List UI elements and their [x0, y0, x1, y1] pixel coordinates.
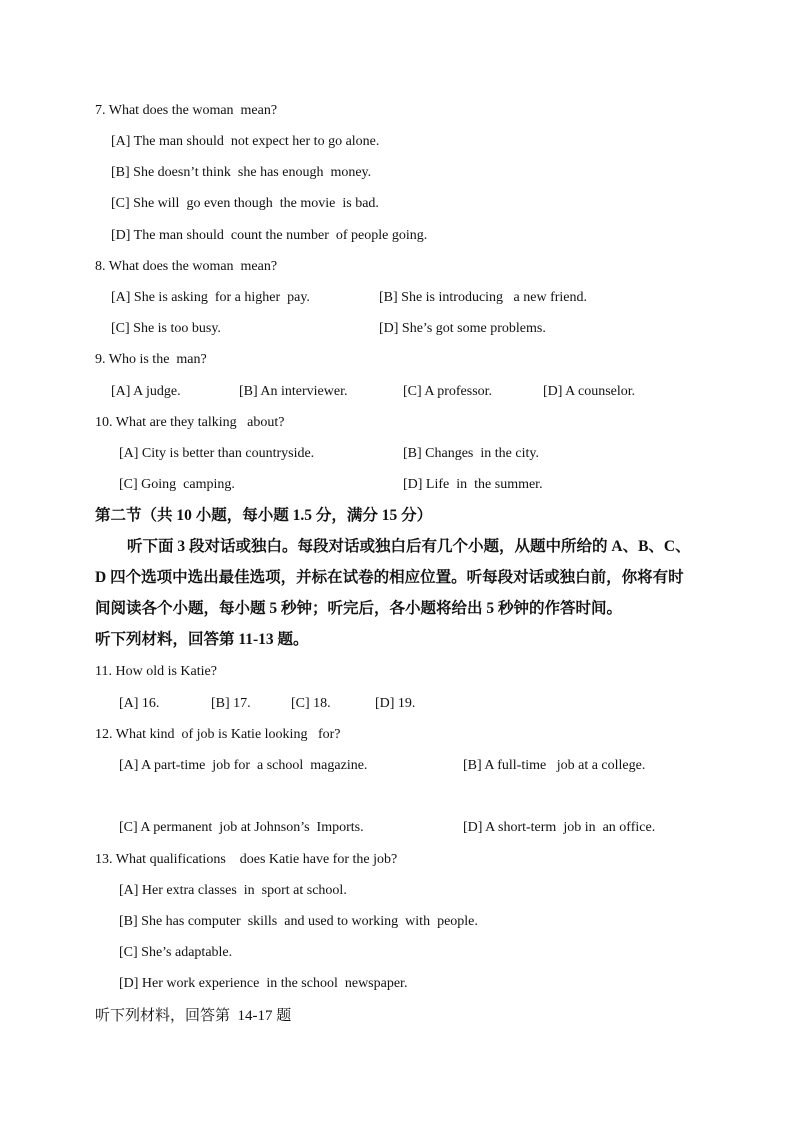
q13-option-d: [D] Her work experience in the school newspaper. — [119, 976, 408, 991]
q13-option-b: [B] She has computer skills and used to working with people. — [119, 914, 478, 929]
section-title: 第二节（共 10 小题，每小题 1.5 分，满分 15 分） — [95, 507, 433, 524]
q12-stem: 12. What kind of job is Katie looking for? — [95, 727, 341, 742]
q8-option-c: [C] She is too busy. — [111, 321, 221, 336]
q10-option-b: [B] Changes in the city. — [403, 446, 539, 461]
q12-option-d: [D] A short-term job in an office. — [463, 820, 656, 835]
q8-option-d: [D] She’s got some problems. — [379, 321, 546, 336]
q7-option-c: [C] She will go even though the movie is bad. — [111, 196, 379, 211]
q12-option-b: [B] A full-time job at a college. — [463, 758, 646, 773]
q11-option-b: [B] 17. — [211, 696, 251, 711]
q13-option-c: [C] She’s adaptable. — [119, 945, 233, 960]
q10-option-c: [C] Going camping. — [119, 477, 235, 492]
section-instructions-line-1: 听下面 3 段对话或独白。每段对话或独白后有几个小题，从题中所给的 A、B、C、 — [127, 538, 691, 555]
q10-stem: 10. What are they talking about? — [95, 415, 285, 430]
q9-option-a: [A] A judge. — [111, 384, 181, 399]
material-heading-14-17: 听下列材料，回答第 14-17 题 — [95, 1008, 292, 1024]
q11-option-a: [A] 16. — [119, 696, 160, 711]
q8-option-a: [A] She is asking for a higher pay. — [111, 290, 310, 305]
q7-option-a: [A] The man should not expect her to go alone. — [111, 134, 380, 149]
q8-option-b: [B] She is introducing a new friend. — [379, 290, 588, 305]
q11-option-d: [D] 19. — [375, 696, 416, 711]
q12-option-a: [A] A part-time job for a school magazine. — [119, 758, 368, 773]
section-instructions-line-3: 间阅读各个小题，每小题 5 秒钟；听完后，各小题将给出 5 秒钟的作答时间。 — [95, 600, 623, 617]
q11-option-c: [C] 18. — [291, 696, 331, 711]
q10-option-d: [D] Life in the summer. — [403, 477, 543, 492]
q13-option-a: [A] Her extra classes in sport at school. — [119, 883, 347, 898]
q12-option-c: [C] A permanent job at Johnson’s Imports. — [119, 820, 364, 835]
q13-stem: 13. What qualifications does Katie have for the job? — [95, 852, 398, 867]
q10-option-a: [A] City is better than countryside. — [119, 446, 315, 461]
q9-option-c: [C] A professor. — [403, 384, 493, 399]
section-instructions-line-2: D 四个选项中选出最佳选项，并标在试卷的相应位置。听每段对话或独白前，你将有时 — [95, 569, 684, 586]
q7-option-d: [D] The man should count the number of people going. — [111, 228, 428, 243]
q9-option-d: [D] A counselor. — [543, 384, 636, 399]
q7-stem: 7. What does the woman mean? — [95, 103, 278, 118]
q7-option-b: [B] She doesn’t think she has enough money. — [111, 165, 372, 180]
q9-stem: 9. Who is the man? — [95, 352, 207, 367]
q8-stem: 8. What does the woman mean? — [95, 259, 278, 274]
q9-option-b: [B] An interviewer. — [239, 384, 348, 399]
q11-stem: 11. How old is Katie? — [95, 664, 217, 679]
material-heading-11-13: 听下列材料，回答第 11-13 题。 — [95, 631, 309, 648]
